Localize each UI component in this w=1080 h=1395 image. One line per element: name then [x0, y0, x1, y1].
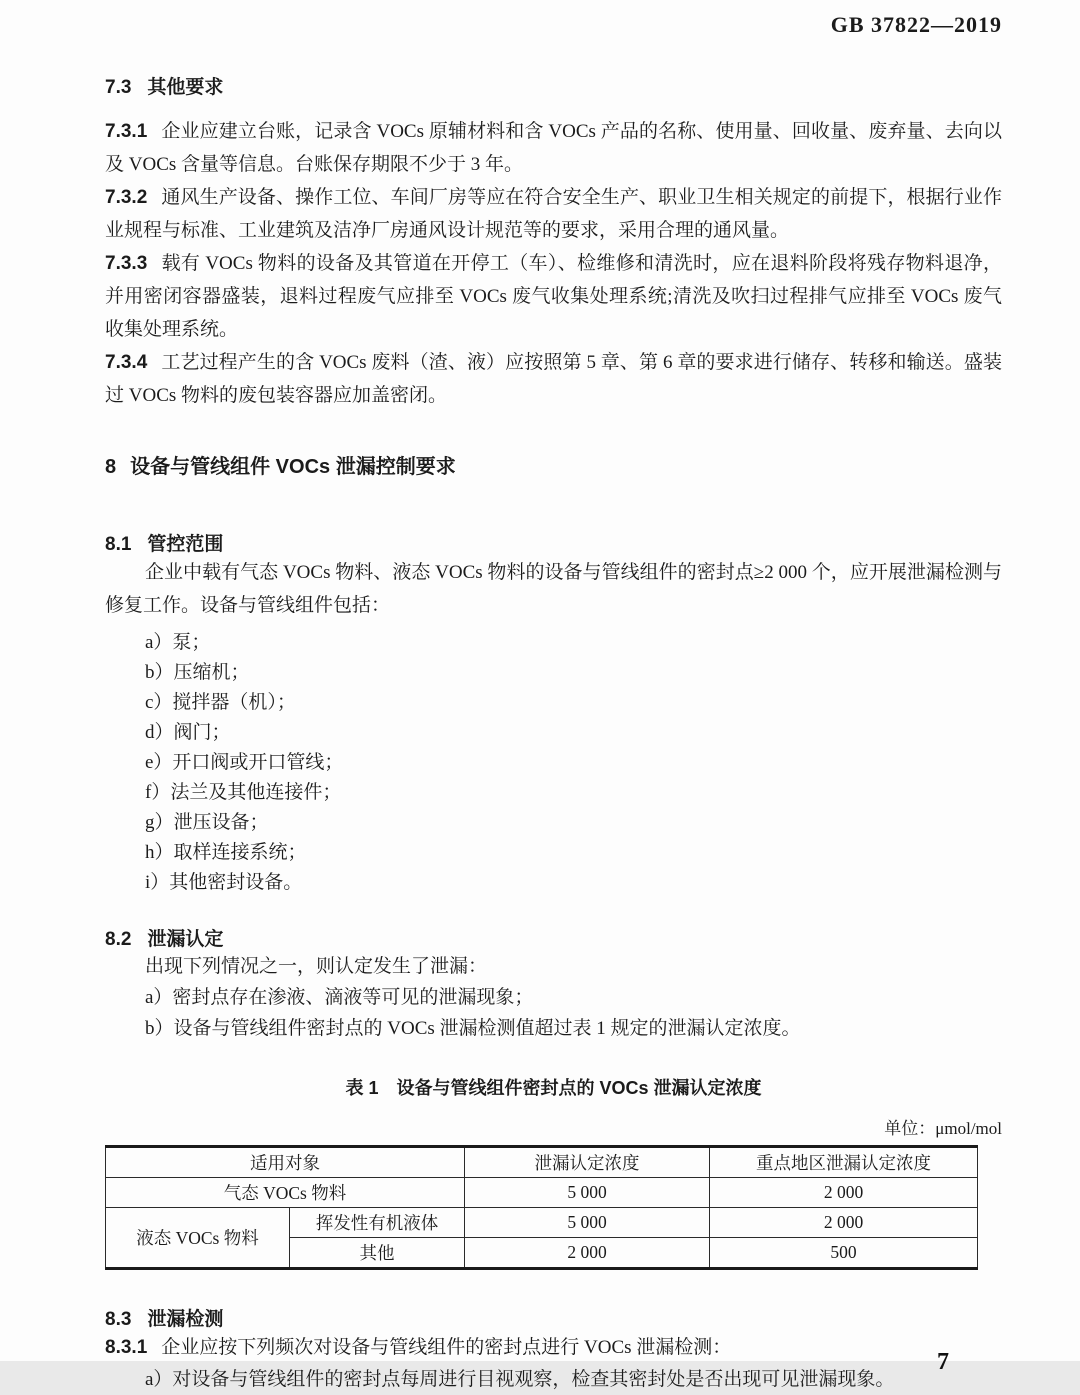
list-item-e: e）开口阀或开口管线； — [145, 752, 344, 773]
section-7-3-clauses — [105, 115, 1002, 412]
header-cell-key-region: 重点地区泄漏认定浓度 — [710, 1147, 978, 1178]
table-1-label: 表 1 — [345, 1078, 379, 1098]
cell-liquid-voc-key-region: 2 000 — [710, 1208, 978, 1238]
list-item-f: f）法兰及其他连接件； — [145, 782, 342, 803]
clause-text: 企业应按下列频次对设备与管线组件的密封点进行 VOCs 泄漏检测： — [161, 1337, 732, 1358]
section-title: 泄漏认定 — [147, 929, 224, 950]
clause-number: 7.3.4 — [105, 352, 148, 373]
table-header-row — [106, 1147, 978, 1178]
section-8-1-intro: 企业中载有气态 VOCs 物料、液态 VOCs 物料的设备与管线组件的密封点≥2 000 个，应开展泄漏检测与修复工作。设备与管线组件包括： — [105, 562, 1002, 616]
component-list — [105, 628, 1002, 898]
cell-liquid-other-label: 其他 — [290, 1238, 465, 1269]
list-item-g: g）泄压设备； — [145, 812, 269, 833]
list-item-c: c）搅拌器（机）； — [145, 692, 296, 713]
cell-liquid-label: 液态 VOCs 物料 — [106, 1208, 290, 1269]
clause-number: 7.3.1 — [105, 121, 148, 142]
table-1-title: 设备与管线组件密封点的 VOCs 泄漏认定浓度 — [396, 1078, 762, 1098]
section-number: 8.2 — [105, 929, 132, 950]
cell-liquid-voc-leak: 5 000 — [465, 1208, 710, 1238]
clause-7-3-3 — [105, 247, 1002, 346]
list-item-d: d）阀门； — [145, 722, 231, 743]
list-item-a: a）泵； — [145, 632, 211, 653]
clause-text: 通风生产设备、操作工位、车间厂房等应在符合安全生产、职业卫生相关规定的前提下，根据行业作业规程与标准、工业建筑及洁净厂房通风设计规范等的要求，采用合理的通风量。 — [105, 187, 1002, 241]
header-cell-leak: 泄漏认定浓度 — [465, 1147, 710, 1178]
cell-gas-key-region: 2 000 — [710, 1178, 978, 1208]
cell-liquid-voc-label: 挥发性有机液体 — [290, 1208, 465, 1238]
section-8-2-intro: 出现下列情况之一，则认定发生了泄漏： — [145, 956, 488, 977]
section-heading-8-2 — [105, 924, 1002, 951]
unit-label: 单位：μmol/mol — [884, 1119, 1002, 1138]
section-number: 7.3 — [105, 77, 132, 98]
chapter-heading-8 — [105, 450, 1002, 479]
clause-number: 7.3.2 — [105, 187, 148, 208]
clause-text: 载有 VOCs 物料的设备及其管道在开停工（车）、检维修和清洗时，应在退料阶段将残存物料退净，并用密闭容器盛装，退料过程废气应排至 VOCs 废气收集处理系统;清洗及吹扫过程排气应排至 VOCs 废气收集处理系统。 — [105, 253, 1002, 340]
table-row-liquid-voc — [106, 1208, 978, 1238]
clause-text: 企业应建立台账，记录含 VOCs 原辅材料和含 VOCs 产品的名称、使用量、回收量、废弃量、去向以及 VOCs 含量等信息。台账保存期限不少于 3 年。 — [105, 121, 1002, 175]
clause-7-3-2 — [105, 181, 1002, 247]
section-title: 管控范围 — [147, 534, 224, 555]
table-row-gas — [106, 1178, 978, 1208]
clause-number: 7.3.3 — [105, 253, 148, 274]
section-number: 8.3 — [105, 1309, 132, 1330]
clause-8-3-1 — [105, 1331, 1002, 1375]
list-item-i: i）其他密封设备。 — [145, 872, 303, 893]
section-heading-8-3 — [105, 1304, 1002, 1331]
cell-liquid-other-key-region: 500 — [710, 1238, 978, 1269]
leak-condition-b: b）设备与管线组件密封点的 VOCs 泄漏检测值超过表 1 规定的泄漏认定浓度。 — [145, 1018, 801, 1039]
standard-number: GB 37822—2019 — [830, 12, 1002, 37]
section-heading-8-1 — [105, 529, 1002, 556]
page-number-partial: 7 — [937, 1349, 949, 1375]
section-heading-7-3 — [105, 72, 1002, 99]
cell-liquid-other-leak: 2 000 — [465, 1238, 710, 1269]
chapter-title: 设备与管线组件 VOCs 泄漏控制要求 — [130, 456, 456, 478]
clause-7-3-4 — [105, 346, 1002, 412]
header-cell-subject: 适用对象 — [106, 1147, 465, 1178]
list-item-h: h）取样连接系统； — [145, 842, 307, 863]
cell-gas-label: 气态 VOCs 物料 — [106, 1178, 465, 1208]
table-1-leak-concentration — [105, 1145, 978, 1270]
list-item-b: b）压缩机； — [145, 662, 250, 683]
table-1-caption — [105, 1074, 1002, 1100]
chapter-number: 8 — [105, 456, 117, 478]
clause-7-3-1 — [105, 115, 1002, 181]
cell-gas-leak: 5 000 — [465, 1178, 710, 1208]
section-title: 其他要求 — [147, 77, 224, 98]
leak-condition-a: a）密封点存在渗液、滴液等可见的泄漏现象； — [145, 987, 534, 1008]
detection-item-a: a）对设备与管线组件的密封点每周进行目视观察，检查其密封处是否出现可见泄漏现象。 — [145, 1369, 895, 1390]
section-number: 8.1 — [105, 534, 132, 555]
clause-text: 工艺过程产生的含 VOCs 废料（渣、液）应按照第 5 章、第 6 章的要求进行储存、转移和输送。盛装过 VOCs 物料的废包装容器应加盖密闭。 — [105, 352, 1002, 406]
clause-number: 8.3.1 — [105, 1337, 148, 1358]
section-title: 泄漏检测 — [147, 1309, 224, 1330]
